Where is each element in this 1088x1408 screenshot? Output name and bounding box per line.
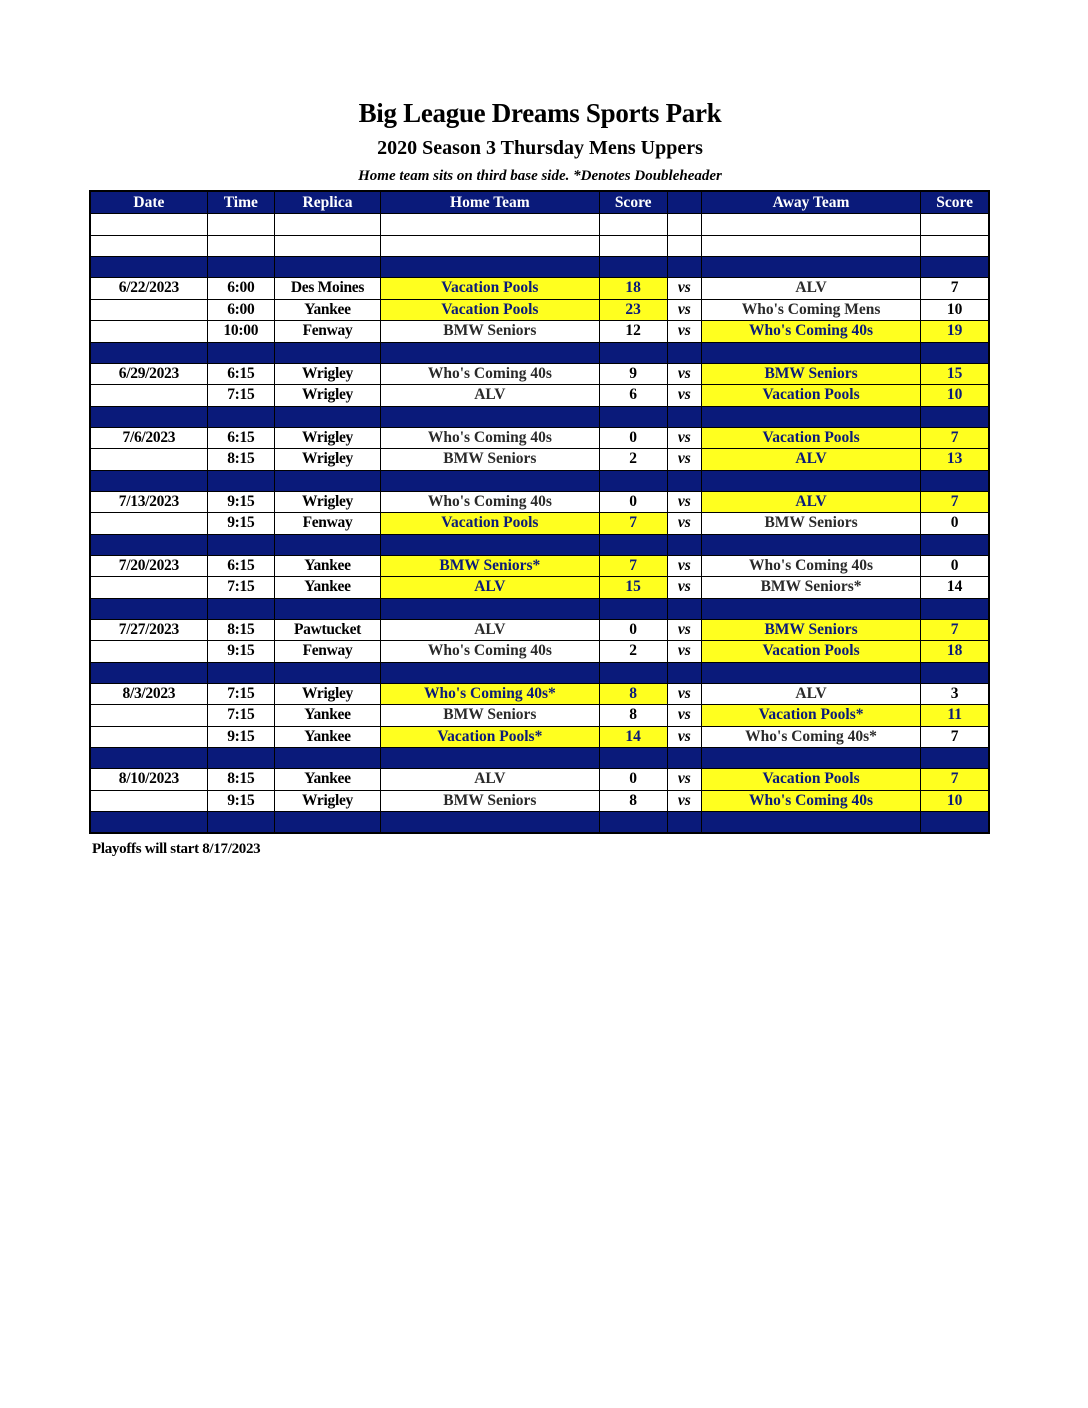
page-subtitle: 2020 Season 3 Thursday Mens Uppers xyxy=(377,137,703,159)
separator-cell xyxy=(207,257,274,278)
replica-cell: Wrigley xyxy=(274,449,380,471)
separator-cell xyxy=(921,342,989,363)
away-score-cell: 10 xyxy=(921,299,989,321)
week-separator-row xyxy=(90,748,989,769)
week-separator-row xyxy=(90,534,989,555)
separator-cell xyxy=(381,812,599,834)
separator-cell xyxy=(274,812,380,834)
doubleheader-note: Home team sits on third base side. *Denotes Doubleheader xyxy=(358,168,722,184)
replica-cell: Fenway xyxy=(274,641,380,663)
home-team-cell: Who's Coming 40s xyxy=(381,363,599,385)
home-score-cell: 2 xyxy=(599,641,667,663)
separator-cell xyxy=(921,812,989,834)
game-row xyxy=(90,491,989,513)
separator-cell xyxy=(701,342,920,363)
home-team-cell: Vacation Pools xyxy=(381,278,599,300)
separator-cell xyxy=(207,406,274,427)
schedule-body xyxy=(90,214,989,834)
replica-cell: Wrigley xyxy=(274,491,380,513)
date-cell: 7/13/2023 xyxy=(90,491,207,513)
replica-cell: Wrigley xyxy=(274,790,380,812)
separator-cell xyxy=(381,662,599,683)
away-team-cell: ALV xyxy=(701,278,920,300)
away-score-cell: 10 xyxy=(921,790,989,812)
separator-cell xyxy=(921,406,989,427)
blank-cell xyxy=(381,214,599,236)
away-score-cell: 19 xyxy=(921,321,989,343)
home-team-cell: ALV xyxy=(381,577,599,599)
week-separator-row xyxy=(90,257,989,278)
date-cell xyxy=(90,790,207,812)
separator-cell xyxy=(274,257,380,278)
away-team-cell: Vacation Pools xyxy=(701,385,920,407)
time-cell: 8:15 xyxy=(207,449,274,471)
separator-cell xyxy=(667,598,701,619)
separator-cell xyxy=(90,406,207,427)
away-team-cell: Who's Coming 40s xyxy=(701,321,920,343)
separator-cell xyxy=(701,748,920,769)
separator-cell xyxy=(667,534,701,555)
separator-cell xyxy=(599,662,667,683)
home-score-cell: 23 xyxy=(599,299,667,321)
time-cell: 7:15 xyxy=(207,683,274,705)
week-separator-row xyxy=(90,470,989,491)
vs-cell: vs xyxy=(667,555,701,577)
col-header-replica: Replica xyxy=(274,191,380,214)
time-cell: 8:15 xyxy=(207,769,274,791)
blank-row xyxy=(90,235,989,257)
away-team-cell: BMW Seniors xyxy=(701,513,920,535)
vs-cell: vs xyxy=(667,491,701,513)
separator-cell xyxy=(701,257,920,278)
vs-cell: vs xyxy=(667,278,701,300)
home-score-cell: 8 xyxy=(599,705,667,727)
game-row xyxy=(90,769,989,791)
separator-cell xyxy=(207,662,274,683)
replica-cell: Wrigley xyxy=(274,363,380,385)
blank-cell xyxy=(207,235,274,257)
blank-cell xyxy=(921,235,989,257)
away-team-cell: Vacation Pools xyxy=(701,427,920,449)
vs-cell: vs xyxy=(667,769,701,791)
away-team-cell: Vacation Pools xyxy=(701,641,920,663)
blank-cell xyxy=(90,235,207,257)
vs-cell: vs xyxy=(667,363,701,385)
away-score-cell: 15 xyxy=(921,363,989,385)
away-team-cell: ALV xyxy=(701,683,920,705)
date-cell: 8/10/2023 xyxy=(90,769,207,791)
away-team-cell: Vacation Pools xyxy=(701,769,920,791)
away-team-cell: Who's Coming Mens xyxy=(701,299,920,321)
date-cell: 7/27/2023 xyxy=(90,619,207,641)
separator-cell xyxy=(921,470,989,491)
col-header-time: Time xyxy=(207,191,274,214)
home-score-cell: 2 xyxy=(599,449,667,471)
separator-cell xyxy=(90,342,207,363)
separator-cell xyxy=(921,534,989,555)
away-score-cell: 7 xyxy=(921,619,989,641)
away-team-cell: Who's Coming 40s* xyxy=(701,726,920,748)
time-cell: 6:00 xyxy=(207,299,274,321)
home-team-cell: Vacation Pools xyxy=(381,513,599,535)
separator-cell xyxy=(921,748,989,769)
home-team-cell: ALV xyxy=(381,769,599,791)
separator-cell xyxy=(667,342,701,363)
separator-cell xyxy=(381,748,599,769)
time-cell: 6:15 xyxy=(207,427,274,449)
date-cell: 6/29/2023 xyxy=(90,363,207,385)
vs-cell: vs xyxy=(667,705,701,727)
vs-cell: vs xyxy=(667,385,701,407)
col-header-date: Date xyxy=(90,191,207,214)
game-row xyxy=(90,641,989,663)
game-row xyxy=(90,555,989,577)
col-header-vs xyxy=(667,191,701,214)
separator-cell xyxy=(381,470,599,491)
separator-cell xyxy=(701,470,920,491)
game-row xyxy=(90,513,989,535)
separator-cell xyxy=(207,470,274,491)
separator-cell xyxy=(90,812,207,834)
week-separator-row xyxy=(90,342,989,363)
separator-cell xyxy=(921,257,989,278)
away-score-cell: 7 xyxy=(921,427,989,449)
home-score-cell: 7 xyxy=(599,513,667,535)
date-cell xyxy=(90,577,207,599)
separator-cell xyxy=(599,406,667,427)
separator-cell xyxy=(90,598,207,619)
separator-cell xyxy=(701,662,920,683)
replica-cell: Wrigley xyxy=(274,683,380,705)
game-row xyxy=(90,363,989,385)
blank-cell xyxy=(599,235,667,257)
time-cell: 6:15 xyxy=(207,363,274,385)
away-score-cell: 7 xyxy=(921,491,989,513)
replica-cell: Wrigley xyxy=(274,385,380,407)
time-cell: 8:15 xyxy=(207,619,274,641)
away-team-cell: Who's Coming 40s xyxy=(701,790,920,812)
away-score-cell: 14 xyxy=(921,577,989,599)
home-team-cell: BMW Seniors xyxy=(381,321,599,343)
separator-cell xyxy=(599,812,667,834)
date-cell xyxy=(90,726,207,748)
game-row xyxy=(90,385,989,407)
separator-cell xyxy=(921,598,989,619)
home-score-cell: 7 xyxy=(599,555,667,577)
away-team-cell: BMW Seniors* xyxy=(701,577,920,599)
separator-cell xyxy=(667,470,701,491)
blank-cell xyxy=(90,214,207,236)
date-cell xyxy=(90,449,207,471)
replica-cell: Yankee xyxy=(274,299,380,321)
game-row xyxy=(90,683,989,705)
time-cell: 9:15 xyxy=(207,726,274,748)
separator-cell xyxy=(381,342,599,363)
separator-cell xyxy=(274,342,380,363)
home-score-cell: 12 xyxy=(599,321,667,343)
col-header-home-score: Score xyxy=(599,191,667,214)
away-score-cell: 11 xyxy=(921,705,989,727)
vs-cell: vs xyxy=(667,427,701,449)
home-score-cell: 6 xyxy=(599,385,667,407)
blank-cell xyxy=(274,214,380,236)
vs-cell: vs xyxy=(667,513,701,535)
vs-cell: vs xyxy=(667,726,701,748)
home-team-cell: Vacation Pools* xyxy=(381,726,599,748)
separator-cell xyxy=(599,342,667,363)
time-cell: 6:15 xyxy=(207,555,274,577)
replica-cell: Yankee xyxy=(274,577,380,599)
separator-cell xyxy=(274,470,380,491)
date-cell xyxy=(90,321,207,343)
separator-cell xyxy=(701,534,920,555)
home-score-cell: 15 xyxy=(599,577,667,599)
replica-cell: Des Moines xyxy=(274,278,380,300)
away-team-cell: ALV xyxy=(701,449,920,471)
separator-cell xyxy=(381,534,599,555)
game-row xyxy=(90,619,989,641)
separator-cell xyxy=(381,406,599,427)
col-header-away-team: Away Team xyxy=(701,191,920,214)
col-header-away-score: Score xyxy=(921,191,989,214)
date-cell xyxy=(90,641,207,663)
separator-cell xyxy=(599,534,667,555)
date-cell: 7/20/2023 xyxy=(90,555,207,577)
vs-cell: vs xyxy=(667,299,701,321)
game-row xyxy=(90,278,989,300)
game-row xyxy=(90,449,989,471)
away-team-cell: BMW Seniors xyxy=(701,619,920,641)
replica-cell: Fenway xyxy=(274,513,380,535)
away-team-cell: BMW Seniors xyxy=(701,363,920,385)
separator-cell xyxy=(381,257,599,278)
time-cell: 10:00 xyxy=(207,321,274,343)
col-header-home-team: Home Team xyxy=(381,191,599,214)
separator-cell xyxy=(599,598,667,619)
away-score-cell: 0 xyxy=(921,555,989,577)
page-title: Big League Dreams Sports Park xyxy=(358,98,722,128)
separator-cell xyxy=(90,470,207,491)
week-separator-row xyxy=(90,812,989,834)
blank-cell xyxy=(667,214,701,236)
home-score-cell: 9 xyxy=(599,363,667,385)
vs-cell: vs xyxy=(667,641,701,663)
blank-row xyxy=(90,214,989,236)
home-score-cell: 0 xyxy=(599,427,667,449)
blank-cell xyxy=(921,214,989,236)
date-cell: 7/6/2023 xyxy=(90,427,207,449)
home-score-cell: 8 xyxy=(599,683,667,705)
home-score-cell: 0 xyxy=(599,769,667,791)
separator-cell xyxy=(599,748,667,769)
away-team-cell: Who's Coming 40s xyxy=(701,555,920,577)
home-team-cell: Who's Coming 40s* xyxy=(381,683,599,705)
separator-cell xyxy=(90,748,207,769)
game-row xyxy=(90,299,989,321)
away-score-cell: 7 xyxy=(921,726,989,748)
home-team-cell: ALV xyxy=(381,385,599,407)
game-row xyxy=(90,790,989,812)
separator-cell xyxy=(701,812,920,834)
home-team-cell: Who's Coming 40s xyxy=(381,491,599,513)
date-cell xyxy=(90,385,207,407)
week-separator-row xyxy=(90,406,989,427)
home-team-cell: BMW Seniors xyxy=(381,790,599,812)
separator-cell xyxy=(274,598,380,619)
separator-cell xyxy=(90,662,207,683)
separator-cell xyxy=(90,257,207,278)
home-score-cell: 8 xyxy=(599,790,667,812)
replica-cell: Pawtucket xyxy=(274,619,380,641)
separator-cell xyxy=(274,662,380,683)
vs-cell: vs xyxy=(667,790,701,812)
away-score-cell: 18 xyxy=(921,641,989,663)
time-cell: 7:15 xyxy=(207,577,274,599)
separator-cell xyxy=(207,748,274,769)
separator-cell xyxy=(207,812,274,834)
home-score-cell: 0 xyxy=(599,491,667,513)
game-row xyxy=(90,577,989,599)
separator-cell xyxy=(667,406,701,427)
replica-cell: Wrigley xyxy=(274,427,380,449)
away-team-cell: ALV xyxy=(701,491,920,513)
date-cell: 6/22/2023 xyxy=(90,278,207,300)
date-cell xyxy=(90,513,207,535)
away-score-cell: 0 xyxy=(921,513,989,535)
away-team-cell: Vacation Pools* xyxy=(701,705,920,727)
week-separator-row xyxy=(90,662,989,683)
vs-cell: vs xyxy=(667,321,701,343)
game-row xyxy=(90,705,989,727)
away-score-cell: 3 xyxy=(921,683,989,705)
separator-cell xyxy=(667,662,701,683)
separator-cell xyxy=(381,598,599,619)
blank-cell xyxy=(274,235,380,257)
separator-cell xyxy=(701,598,920,619)
blank-cell xyxy=(381,235,599,257)
vs-cell: vs xyxy=(667,619,701,641)
home-team-cell: BMW Seniors* xyxy=(381,555,599,577)
replica-cell: Yankee xyxy=(274,769,380,791)
home-team-cell: Vacation Pools xyxy=(381,299,599,321)
separator-cell xyxy=(921,662,989,683)
home-team-cell: BMW Seniors xyxy=(381,449,599,471)
blank-cell xyxy=(701,235,920,257)
separator-cell xyxy=(207,342,274,363)
date-cell: 8/3/2023 xyxy=(90,683,207,705)
blank-cell xyxy=(207,214,274,236)
home-team-cell: ALV xyxy=(381,619,599,641)
separator-cell xyxy=(90,534,207,555)
blank-cell xyxy=(701,214,920,236)
separator-cell xyxy=(701,406,920,427)
vs-cell: vs xyxy=(667,449,701,471)
replica-cell: Yankee xyxy=(274,555,380,577)
separator-cell xyxy=(207,598,274,619)
game-row xyxy=(90,321,989,343)
home-team-cell: Who's Coming 40s xyxy=(381,427,599,449)
vs-cell: vs xyxy=(667,683,701,705)
away-score-cell: 7 xyxy=(921,278,989,300)
separator-cell xyxy=(274,748,380,769)
home-team-cell: BMW Seniors xyxy=(381,705,599,727)
time-cell: 6:00 xyxy=(207,278,274,300)
replica-cell: Fenway xyxy=(274,321,380,343)
separator-cell xyxy=(667,812,701,834)
away-score-cell: 10 xyxy=(921,385,989,407)
time-cell: 9:15 xyxy=(207,641,274,663)
time-cell: 9:15 xyxy=(207,790,274,812)
vs-cell: vs xyxy=(667,577,701,599)
playoffs-note: Playoffs will start 8/17/2023 xyxy=(92,841,261,857)
separator-cell xyxy=(599,470,667,491)
game-row xyxy=(90,726,989,748)
separator-cell xyxy=(599,257,667,278)
home-score-cell: 14 xyxy=(599,726,667,748)
away-score-cell: 7 xyxy=(921,769,989,791)
home-score-cell: 18 xyxy=(599,278,667,300)
home-team-cell: Who's Coming 40s xyxy=(381,641,599,663)
week-separator-row xyxy=(90,598,989,619)
date-cell xyxy=(90,299,207,321)
separator-cell xyxy=(667,257,701,278)
blank-cell xyxy=(667,235,701,257)
game-row xyxy=(90,427,989,449)
replica-cell: Yankee xyxy=(274,726,380,748)
separator-cell xyxy=(274,406,380,427)
home-score-cell: 0 xyxy=(599,619,667,641)
separator-cell xyxy=(667,748,701,769)
table-header-row xyxy=(90,191,989,214)
time-cell: 9:15 xyxy=(207,491,274,513)
time-cell: 7:15 xyxy=(207,385,274,407)
schedule-table xyxy=(89,190,990,834)
date-cell xyxy=(90,705,207,727)
time-cell: 7:15 xyxy=(207,705,274,727)
time-cell: 9:15 xyxy=(207,513,274,535)
blank-cell xyxy=(599,214,667,236)
away-score-cell: 13 xyxy=(921,449,989,471)
replica-cell: Yankee xyxy=(274,705,380,727)
separator-cell xyxy=(207,534,274,555)
separator-cell xyxy=(274,534,380,555)
